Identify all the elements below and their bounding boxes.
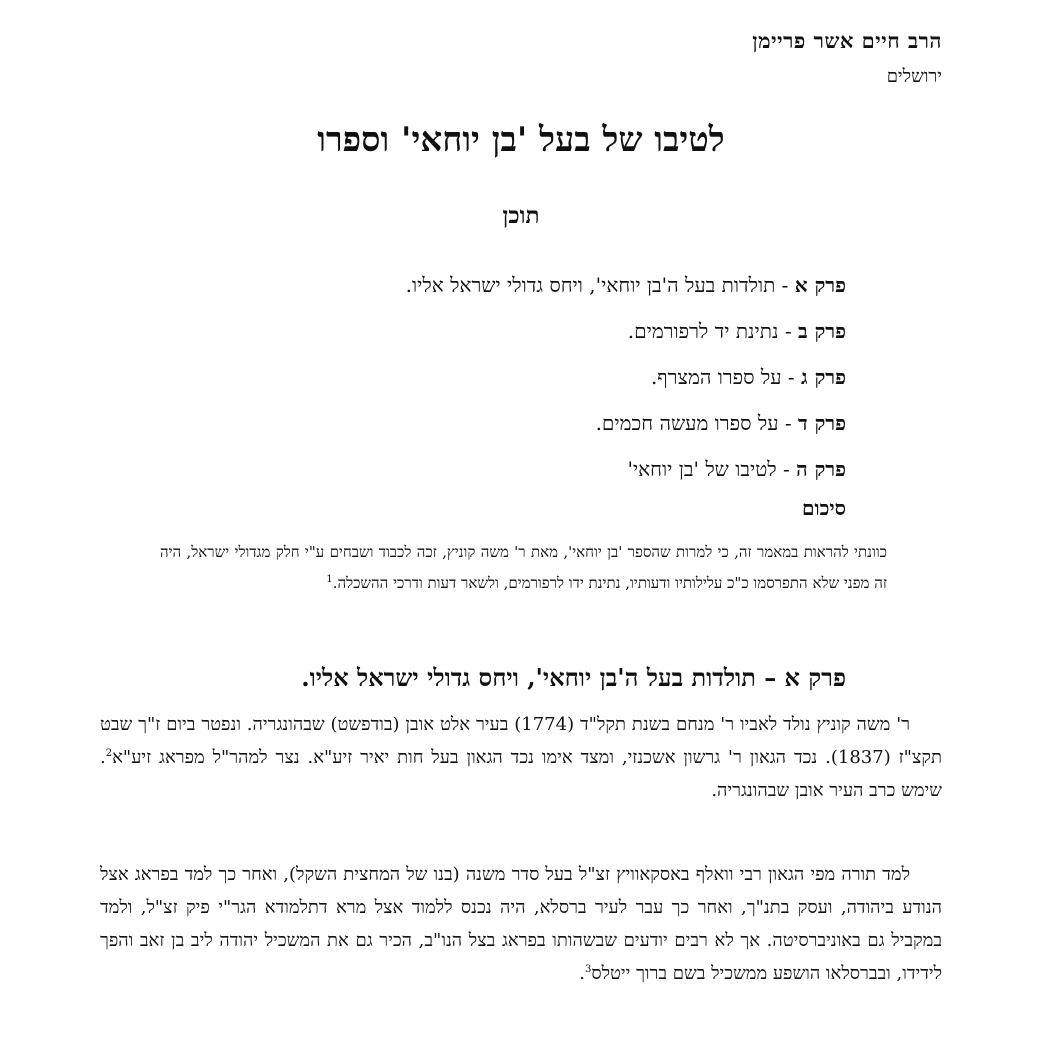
toc-chapter-title: לטיבו של 'בן יוחאי' bbox=[627, 457, 777, 481]
footnote-ref[interactable]: 3 bbox=[585, 964, 592, 975]
toc-summary: סיכום bbox=[802, 496, 846, 520]
toc-chapter-title: על ספרו מעשה חכמים. bbox=[595, 411, 779, 435]
paragraph-text: למד תורה מפי הגאון רבי וואלף באסקאוויץ זצ"ל בעל סדר משנה (בנו של המחצית השקל), ואחר כך למד בפראג אצל הנודע ביהודה, ועסק בתנ"ך, ואחר כך עבר לעיר ברסלא, היה נכנס ללמוד אצל מרא דתלמודא הגר"י פיק זצ"ל, ולמד במקביל גם באוניברסיטה. אך לא רבים יודעים שבשהותו בפראג בצל הנו"ב, הכיר גם את המשכיל יהודה ליב בן זאב והפך לידידו, ובברסלאו הושפע ממשכיל בשם ברוך ייטלס bbox=[100, 864, 942, 984]
toc-chapter-label: פרק ד bbox=[798, 411, 846, 435]
toc-chapter-title: תולדות בעל ה'בן יוחאי', ויחס גדולי ישראל אליו. bbox=[405, 273, 776, 297]
section-heading: פרק א – תולדות בעל ה'בן יוחאי', ויחס גדולי ישראל אליו. bbox=[301, 663, 846, 692]
table-of-contents bbox=[406, 262, 846, 492]
article-title: לטיבו של בעל 'בן יוחאי' וספרו bbox=[317, 120, 725, 160]
toc-chapter-label: פרק א bbox=[794, 273, 846, 297]
toc-item: פרק א - תולדות בעל ה'בן יוחאי', ויחס גדולי ישראל אליו. bbox=[405, 273, 846, 297]
author-city: ירושלים bbox=[886, 66, 942, 87]
paragraph-text: ר' משה קוניץ נולד לאביו ר' מנחם בשנת תקל"ד (1774) בעיר אלט אובן (בודפשט) שבהונגריה. ונפטר ביום ז"ך שבט תקצ"ז (1837). נכד הגאון ר' גרשון אשכנזי, ומצד אימו נכד הגאון בעל חות יאיר זיע"א. נצר למהר"ל מפראג זיע"א bbox=[100, 714, 942, 768]
toc-item: פרק ה - לטיבו של 'בן יוחאי' bbox=[627, 457, 846, 481]
intro-paragraph bbox=[160, 537, 887, 599]
toc-item: פרק ב - נתינת יד לרפורמים. bbox=[627, 319, 846, 343]
toc-chapter-label: פרק ב bbox=[797, 319, 846, 343]
paragraph-text: . bbox=[579, 963, 585, 984]
footnote-ref[interactable]: 1 bbox=[326, 574, 333, 585]
toc-chapter-label: פרק ג bbox=[801, 365, 846, 389]
toc-item: פרק ג - על ספרו המצרף. bbox=[650, 365, 846, 389]
author-name: הרב חיים אשר פריימן bbox=[752, 28, 942, 53]
toc-item: פרק ד - על ספרו מעשה חכמים. bbox=[595, 411, 846, 435]
toc-chapter-label: פרק ה bbox=[796, 457, 846, 481]
paragraph-text: . שימש כרב העיר אובן שבהונגריה. bbox=[100, 747, 942, 801]
body-paragraph bbox=[100, 708, 942, 807]
footnote-ref[interactable]: 2 bbox=[105, 748, 113, 759]
toc-heading: תוכן bbox=[502, 202, 540, 229]
toc-chapter-title: על ספרו המצרף. bbox=[650, 365, 782, 389]
body-paragraph bbox=[100, 858, 942, 990]
toc-chapter-title: נתינת יד לרפורמים. bbox=[627, 319, 779, 343]
intro-text: כוונתי להראות במאמר זה, כי למרות שהספר 'בן יוחאי', מאת ר' משה קוניץ, זכה לכבוד ושבחים ע"י חלק מגדולי ישראל, היה זה מפני שלא התפרסמו כ"כ עלילותיו ודעותיו, נתינת ידו לרפורמים, ולשאר דעות ודרכי ההשכלה. bbox=[160, 543, 887, 592]
